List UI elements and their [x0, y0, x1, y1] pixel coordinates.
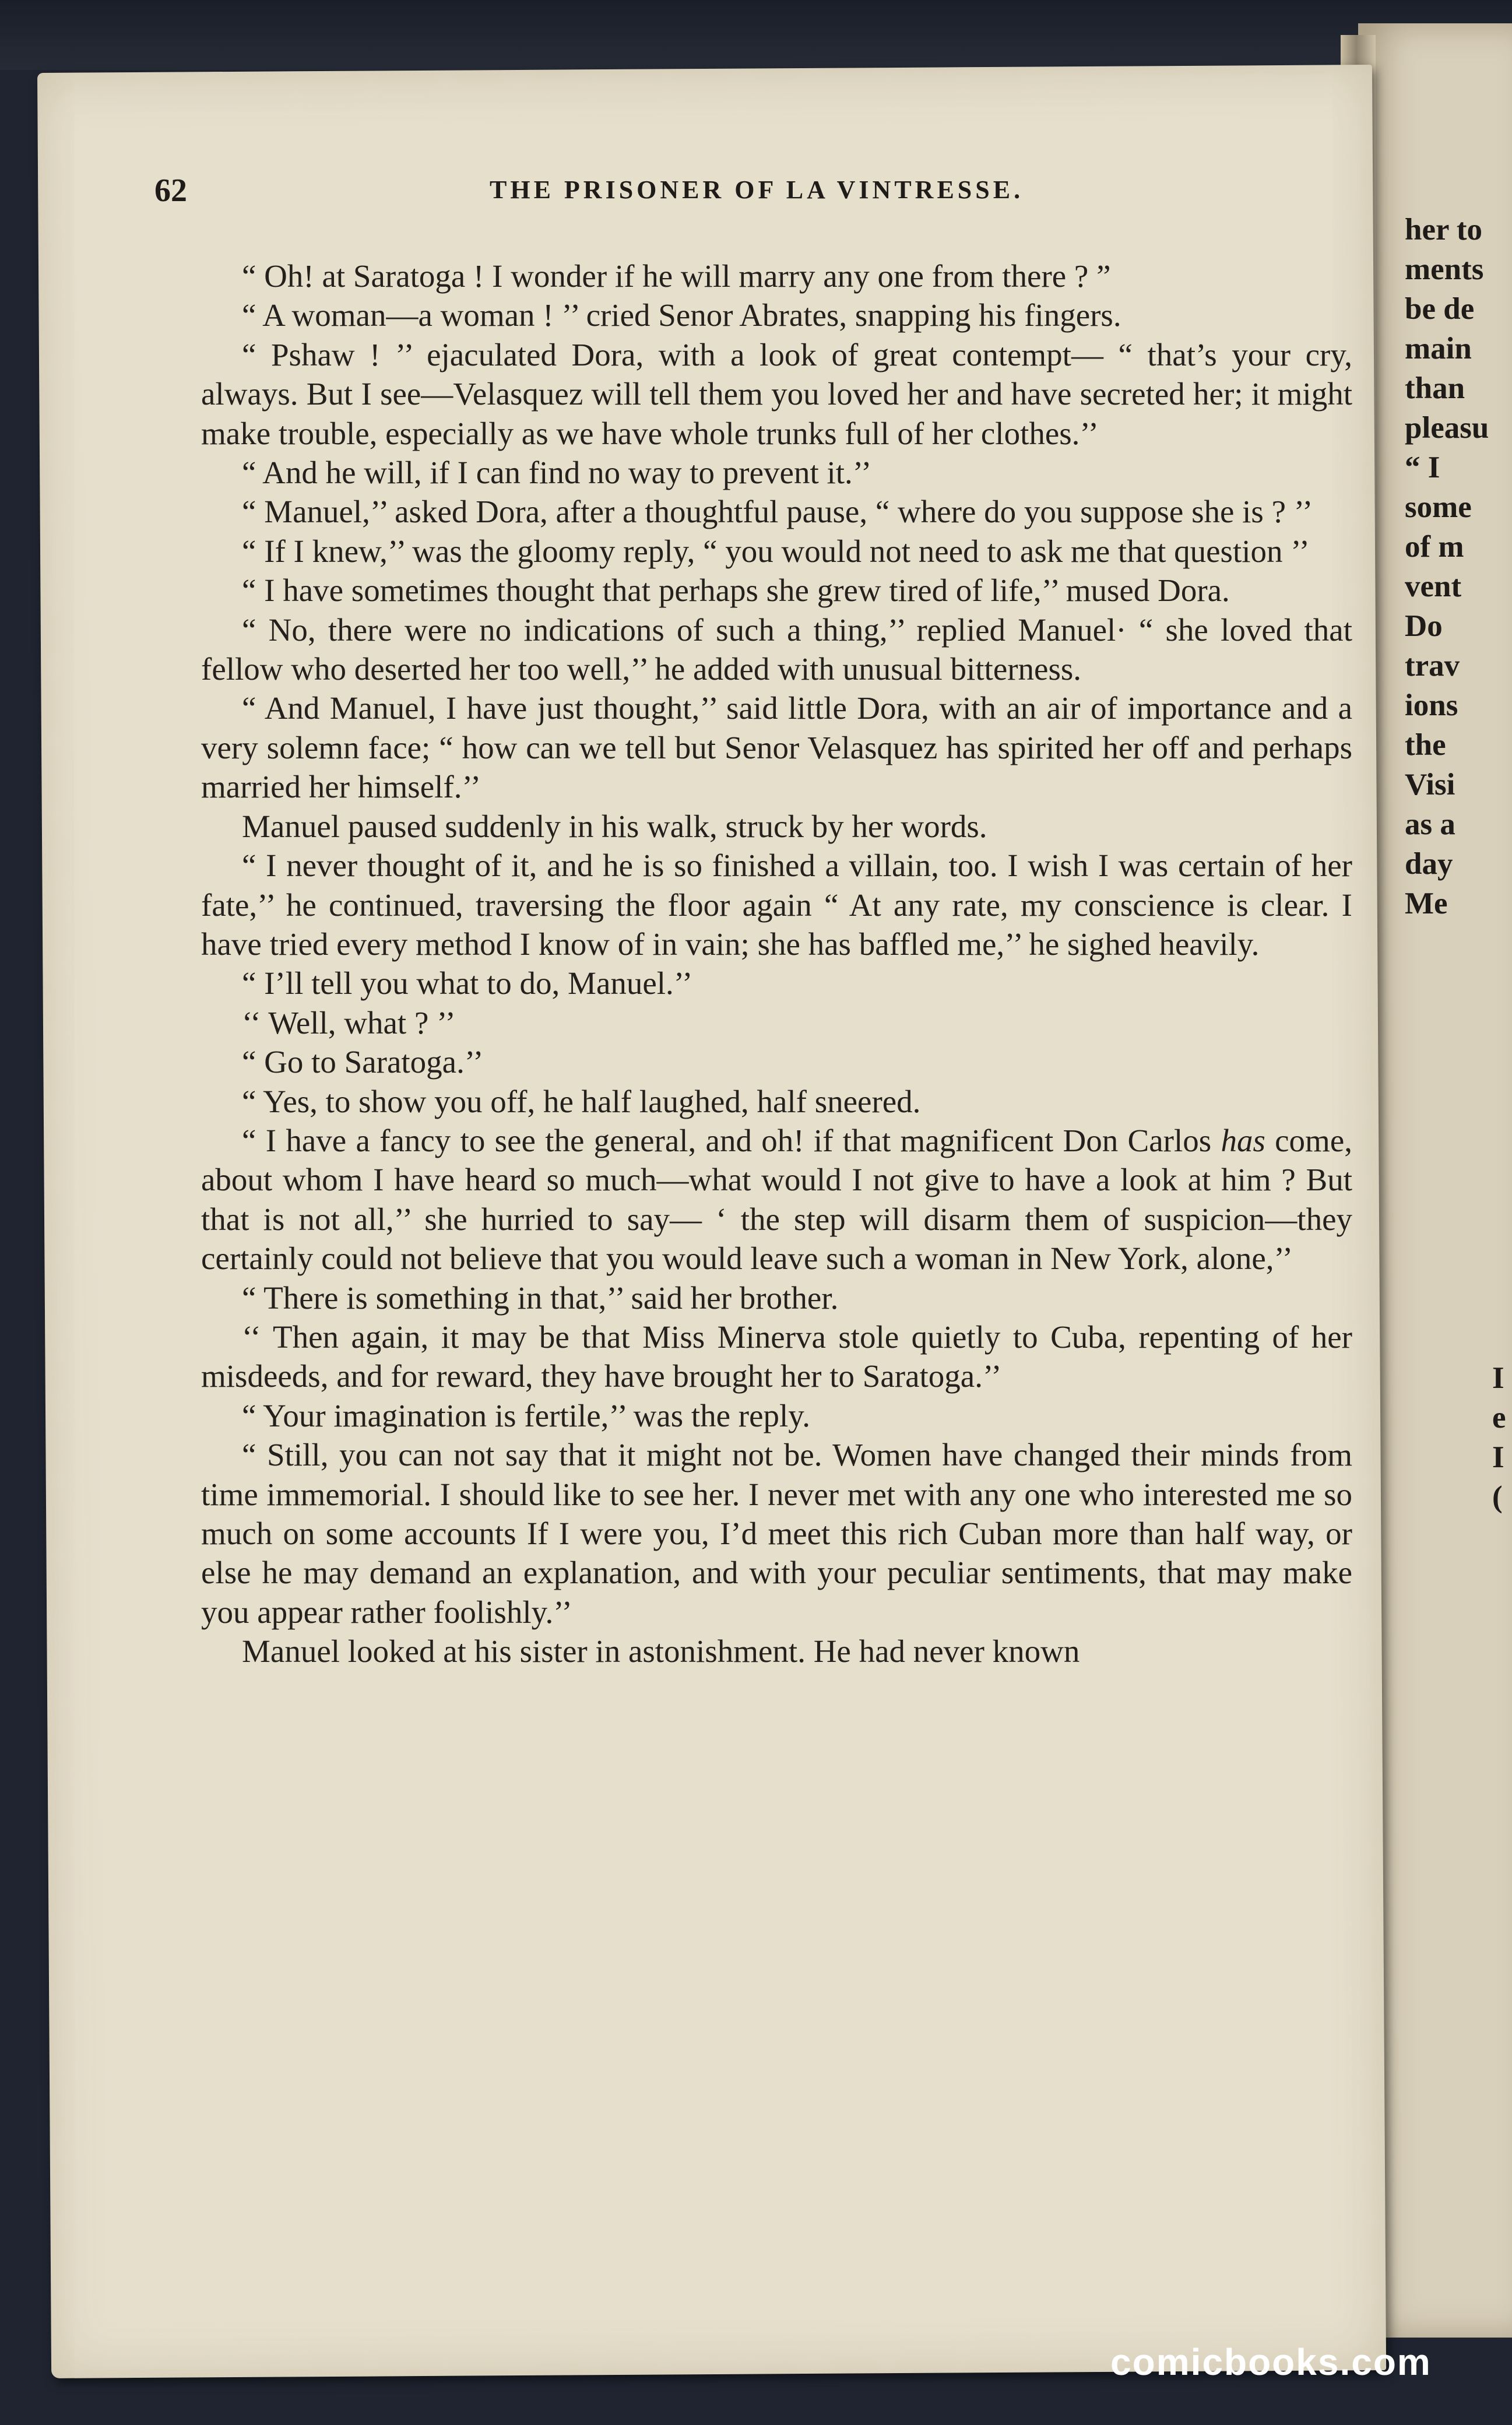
next-page-line: than [1405, 371, 1465, 405]
paragraph: “ A woman—a woman ! ’’ cried Senor Abrates, snapping his fingers. [242, 297, 1121, 333]
paragraph: “ If I knew,’’ was the gloomy reply, “ you would not need to ask me that question ’’ [242, 533, 1310, 569]
next-page-line: pleasu [1405, 411, 1489, 445]
next-page-line: some [1405, 490, 1472, 524]
watermark: comicbooks.com [1110, 2341, 1432, 2383]
paragraph: “ And Manuel, I have just thought,’’ said little Dora, with an air of importance and a very solemn face; “ how can we tell but Senor Velasquez has spirited her off and perhaps married her himself.’’ [201, 690, 1352, 805]
paragraph: “ Yes, to show you off, he half laughed, half sneered. [242, 1083, 921, 1119]
next-page-line: vent [1405, 570, 1462, 603]
next-page-line: Visi [1405, 768, 1455, 802]
paragraph: “ I never thought of it, and he is so finished a villain, too. I wish I was certain of her fate,’’ he continued, traversing the floor again “ At any rate, my conscience is clear. I have tried every method I know of in vain; she has baffled me,’’ he sighed heavily. [201, 848, 1352, 962]
paragraph: “ I’ll tell you what to do, Manuel.’’ [242, 965, 693, 1001]
next-page-line: ions [1405, 688, 1458, 722]
next-page-text [1405, 210, 1512, 923]
paragraph: “ I have sometimes thought that perhaps she grew tired of life,’’ mused Dora. [242, 572, 1230, 609]
next-page-line: ments [1405, 252, 1484, 286]
next-page-line: be de [1405, 292, 1475, 326]
paragraph: “ Manuel,’’ asked Dora, after a thoughtful pause, “ where do you suppose she is ? ’’ [242, 494, 1313, 530]
paragraph: “ No, there were no indications of such a thing,’’ replied Manuel· “ she loved that fellow who deserted her too well,’’ he added with unusual bitterness. [201, 611, 1352, 687]
next-page-line: day [1405, 847, 1453, 881]
next-page-line: Me [1405, 887, 1448, 920]
next-page-line: “ I [1405, 451, 1440, 484]
next-page-line: I [1492, 1440, 1504, 1474]
next-page-line: e [1492, 1401, 1506, 1435]
paragraph: “ And he will, if I can find no way to prevent it.’’ [242, 455, 872, 491]
paragraph: “ Still, you can not say that it might not be. Women have changed their minds from time immemorial. I should like to see her. I never met with any one who interested me so much on some accounts If I were you, I’d meet this rich Cuban more than half way, or else he may demand an explanation, and with your peculiar sentiments, that may make you appear rather foolishly.’’ [201, 1437, 1352, 1630]
next-page-line: trav [1405, 649, 1460, 683]
paragraph: “ There is something in that,’’ said her brother. [242, 1280, 839, 1316]
paragraph: “ I have a fancy to see the general, and oh! if that magnificent Don Carlos has come, about whom I have heard so much—what would I not give to have a look at him ? But that is not all,’’ she hurried to say— ‘ the step will disarm them of suspicion—they certainly could not believe that you would leave such a woman in New York, alone,’’ [201, 1122, 1352, 1277]
next-page-line: main [1405, 332, 1472, 365]
next-page-line: as a [1405, 807, 1455, 841]
next-page-line: her to [1405, 213, 1482, 247]
running-title: THE PRISONER OF LA VINTRESSE. [490, 175, 1024, 204]
paragraph: “ Pshaw ! ’’ ejaculated Dora, with a look of great contempt— “ that’s your cry, always. But I see—Velasquez will tell them you loved her and have secreted her; it might make trouble, especially as we have whole trunks full of her clothes.’’ [201, 336, 1352, 451]
next-page-line: of m [1405, 530, 1464, 564]
paragraph: ‘‘ Well, what ? ’’ [242, 1004, 456, 1041]
backdrop [0, 0, 1512, 70]
next-page-line: Do [1405, 609, 1443, 643]
paragraph: Manuel paused suddenly in his walk, struck by her words. [242, 808, 987, 844]
body-text [201, 256, 1352, 1671]
paragraph: “ Oh! at Saratoga ! I wonder if he will marry any one from there ? ” [242, 258, 1111, 294]
next-page-lower-text [1492, 1358, 1506, 1517]
next-page-line: I [1492, 1361, 1504, 1395]
paragraph: “ Your imagination is fertile,’’ was the reply. [242, 1397, 810, 1433]
paragraph: ‘‘ Then again, it may be that Miss Minerva stole quietly to Cuba, repenting of her misdeeds, and for reward, they have brought her to Saratoga.’’ [201, 1319, 1352, 1394]
page-number: 62 [154, 173, 187, 209]
next-page-line: ( [1492, 1480, 1503, 1514]
next-page-line: the [1405, 728, 1446, 762]
paragraph: “ Go to Saratoga.’’ [242, 1044, 484, 1080]
paragraph: Manuel looked at his sister in astonishment. He had never known [242, 1633, 1080, 1670]
